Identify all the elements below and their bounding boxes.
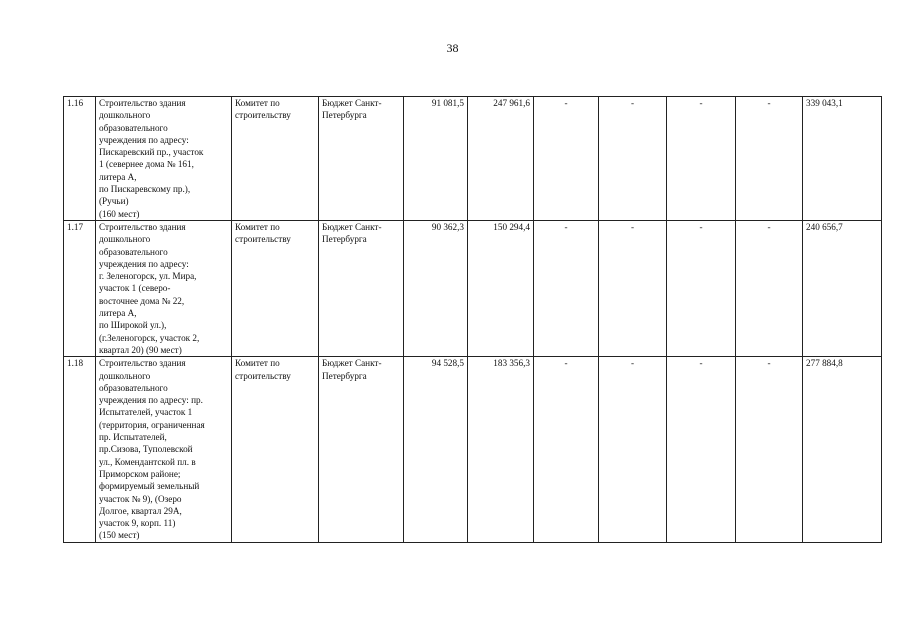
object-name-line: ул., Комендантской пл. в <box>99 456 196 467</box>
object-name-line: учреждения по адресу: <box>99 134 189 145</box>
object-name-line: Испытателей, участок 1 <box>99 407 193 418</box>
empty-value-cell: - <box>736 357 803 543</box>
object-name-line: литера А, <box>99 308 137 319</box>
object-name-cell <box>96 220 232 356</box>
executor-cell: Комитет по строительству <box>232 97 319 221</box>
empty-value-cell: - <box>736 97 803 221</box>
object-name-line: Приморском районе; <box>99 468 181 479</box>
object-name-cell <box>96 357 232 543</box>
empty-value-cell: - <box>599 357 667 543</box>
object-name-line: восточнее дома № 22, <box>99 295 185 306</box>
object-name-line: 1 (севернее дома № 161, <box>99 159 194 170</box>
budget-table <box>63 96 882 543</box>
total-cell: 240 656,7 <box>803 220 882 356</box>
empty-value-cell: - <box>534 220 599 356</box>
row-number: 1.17 <box>64 220 96 356</box>
object-name-line: формируемый земельный <box>99 481 200 492</box>
total-cell: 277 884,8 <box>803 357 882 543</box>
value-cell: 94 528,5 <box>404 357 468 543</box>
table-row <box>64 357 882 543</box>
object-name-line: образовательного <box>99 122 168 133</box>
object-name-line: образовательного <box>99 382 168 393</box>
object-name-line: (г.Зеленогорск, участок 2, <box>99 332 200 343</box>
object-name-line: учреждения по адресу: <box>99 258 189 269</box>
object-name-line: пр.Сизова, Туполевской <box>99 444 193 455</box>
row-number: 1.18 <box>64 357 96 543</box>
page-number: 38 <box>446 41 459 55</box>
object-name-line: литера А, <box>99 171 137 182</box>
value-cell: 183 356,3 <box>468 357 534 543</box>
value-cell: 247 961,6 <box>468 97 534 221</box>
row-number: 1.16 <box>64 97 96 221</box>
empty-value-cell: - <box>534 357 599 543</box>
object-name-line: Пискаревский пр., участок <box>99 147 204 158</box>
total-cell: 339 043,1 <box>803 97 882 221</box>
object-name-line: Строительство здания <box>99 358 186 369</box>
object-name-line: участок 9, корп. 11) <box>99 518 176 529</box>
object-name-line: г. Зеленогорск, ул. Мира, <box>99 271 197 282</box>
object-name-line: дошкольного <box>99 110 151 121</box>
object-name-line: образовательного <box>99 246 168 257</box>
object-name-line: квартал 20) (90 мест) <box>99 344 182 355</box>
object-name-line: Строительство здания <box>99 221 186 232</box>
object-name-line: (160 мест) <box>99 208 140 219</box>
object-name-line: по Широкой ул.), <box>99 320 167 331</box>
object-name-line: дошкольного <box>99 234 151 245</box>
object-name-line: учреждения по адресу: пр. <box>99 395 203 406</box>
funding-source-cell: Бюджет Санкт-Петербурга <box>319 97 404 221</box>
object-name-line: Строительство здания <box>99 98 186 108</box>
object-name-line: дошкольного <box>99 370 151 381</box>
object-name-line: (Ручьи) <box>99 196 129 207</box>
executor-cell: Комитет по строительству <box>232 357 319 543</box>
empty-value-cell: - <box>667 357 736 543</box>
empty-value-cell: - <box>667 97 736 221</box>
table-row <box>64 97 882 221</box>
empty-value-cell: - <box>599 220 667 356</box>
empty-value-cell: - <box>599 97 667 221</box>
funding-source-cell: Бюджет Санкт-Петербурга <box>319 357 404 543</box>
empty-value-cell: - <box>534 97 599 221</box>
executor-cell: Комитет по строительству <box>232 220 319 356</box>
value-cell: 150 294,4 <box>468 220 534 356</box>
object-name-line: по Пискаревскому пр.), <box>99 184 191 195</box>
funding-source-cell: Бюджет Санкт-Петербурга <box>319 220 404 356</box>
table-row <box>64 220 882 356</box>
object-name-line: участок 1 (северо- <box>99 283 171 294</box>
object-name-line: Долгое, квартал 29А, <box>99 505 182 516</box>
object-name-line: участок № 9), (Озеро <box>99 493 182 504</box>
object-name-line: пр. Испытателей, <box>99 432 167 443</box>
empty-value-cell: - <box>736 220 803 356</box>
value-cell: 91 081,5 <box>404 97 468 221</box>
empty-value-cell: - <box>667 220 736 356</box>
object-name-cell <box>96 97 232 221</box>
object-name-line: (территория, ограниченная <box>99 419 205 430</box>
value-cell: 90 362,3 <box>404 220 468 356</box>
object-name-line: (150 мест) <box>99 530 140 541</box>
